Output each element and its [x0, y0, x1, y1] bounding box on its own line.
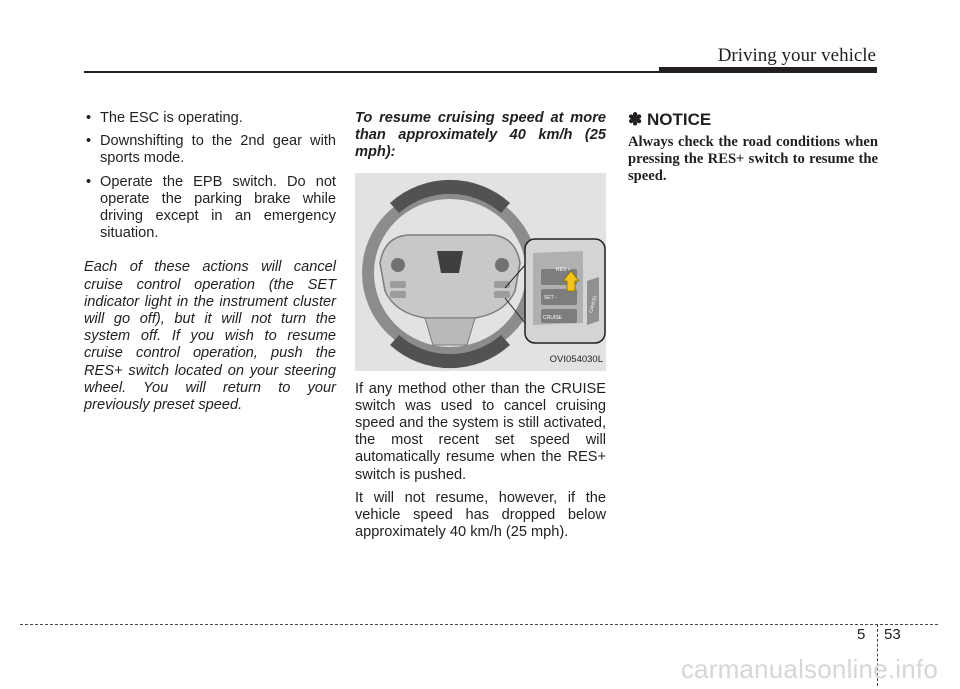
page-number: 53	[884, 626, 901, 643]
res-switch-label: RES +	[556, 266, 571, 273]
column-left	[84, 110, 336, 414]
figure-caption: OVI054030L	[549, 354, 603, 366]
cancel-switch-label: CANCEL	[588, 293, 598, 313]
chapter-number: 5	[857, 626, 866, 643]
body-paragraph: It will not resume, however, if the vehicle speed has dropped below approximately 40 km/h (25 mph).	[355, 489, 606, 541]
set-switch-label: SET -	[544, 294, 557, 301]
footer-rule	[20, 624, 938, 625]
column-middle	[355, 110, 606, 547]
steering-wheel-illustration	[355, 173, 606, 371]
header-rule	[84, 71, 659, 73]
list-item: • The ESC is operating.	[84, 110, 336, 127]
steering-wheel-figure	[355, 173, 606, 371]
section-title: Driving your vehicle	[717, 45, 876, 66]
notice-box	[628, 110, 878, 186]
cruise-switch-label: CRUISE	[543, 314, 562, 321]
notice-body: Always check the road conditions when pressing the RES+ switch to resume the speed.	[628, 134, 878, 185]
bullet-list	[84, 110, 336, 242]
body-paragraph: If any method other than the CRUISE switch was used to cancel cruising speed and the system is still activated, the most recent set speed will automatically resume when the RES+ switch is pushed.	[355, 380, 606, 483]
watermark: carmanualsonline.info	[680, 654, 938, 684]
list-item: • Operate the EPB switch. Do not operate the parking brake while driving except in an emergency situation.	[84, 174, 336, 243]
header-rule-thick	[659, 67, 877, 73]
notice-title: ✽ NOTICE	[628, 110, 712, 129]
cancel-note-paragraph: Each of these actions will cancel cruise control operation (the SET indicator light in the instrument cluster will go off), but it will not turn the system off. If you wish to resume cruise control operation, push the RES+ switch located on your steering wheel. You will return to your previously preset speed.	[84, 259, 336, 414]
list-item: • Downshifting to the 2nd gear with sports mode.	[84, 133, 336, 167]
subheading: To resume cruising speed at more than approximately 40 km/h (25 mph):	[355, 110, 606, 161]
